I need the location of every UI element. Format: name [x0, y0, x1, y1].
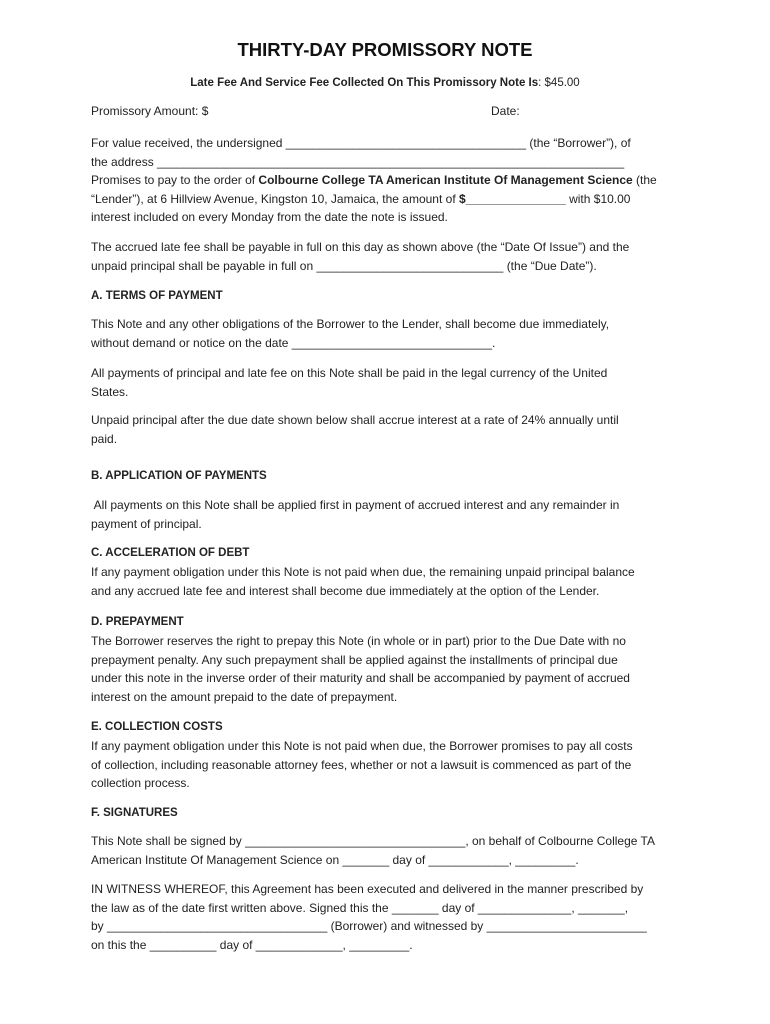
section-d-line: prepayment penalty. Any such prepayment shall be applied against the installments of principal due [91, 652, 618, 667]
section-f-line: American Institute Of Management Science on _______ day of ____________, _________. [91, 852, 579, 867]
section-d-line: under this note in the inverse order of their maturity and shall be accompanied by payment of accrued [91, 671, 630, 685]
intro-paragraph [91, 134, 683, 227]
section-a-line: paid. [91, 431, 118, 446]
intro-line: For value received, the undersigned ____________________________________ (the “Borrower”), of [91, 136, 631, 150]
section-e-line: collection process. [91, 776, 190, 790]
amount-blank: $_______________ [458, 191, 566, 206]
intro-line: “Lender”), at 6 Hillview Avenue, Kingston 10, Jamaica, the amount of $_______________ with $10.00 [91, 191, 631, 206]
promissory-amount-label: Promissory Amount: $ [91, 104, 209, 118]
section-c-paragraph [91, 563, 683, 600]
intro-line: interest included on every Monday from the date the note is issued. [91, 210, 448, 224]
section-a-line: Unpaid principal after the due date shown below shall accrue interest at a rate of 24% annually until [91, 413, 619, 427]
section-e-line: of collection, including reasonable attorney fees, whether or not a lawsuit is commenced as part of the [91, 757, 632, 772]
section-f-line: IN WITNESS WHEREOF, this Agreement has been executed and delivered in the manner prescribed by [91, 882, 644, 896]
section-f-line: by _________________________________ (Borrower) and witnessed by ________________________ [91, 919, 647, 933]
intro-line: Promises to pay to the order of Colbourne College TA American Institute Of Management Science (the [91, 173, 657, 187]
section-c-heading: C. ACCELERATION OF DEBT [91, 547, 250, 559]
section-e-line: If any payment obligation under this Note is not paid when due, the Borrower promises to pay all costs [91, 739, 633, 753]
section-d-line: interest on the amount prepaid to the date of prepayment. [91, 689, 398, 704]
section-a-paragraph-1 [91, 315, 683, 352]
section-d-heading: D. PREPAYMENT [91, 616, 184, 628]
section-b-heading: B. APPLICATION OF PAYMENTS [91, 470, 267, 482]
section-c-line: and any accrued late fee and interest shall become due immediately at the option of the Lender. [91, 583, 600, 598]
section-d-line: The Borrower reserves the right to prepay this Note (in whole or in part) prior to the Due Date with no [91, 634, 626, 648]
document-title: THIRTY-DAY PROMISSORY NOTE [237, 39, 533, 60]
section-f-paragraph-1 [91, 832, 683, 869]
section-f-heading: F. SIGNATURES [91, 807, 178, 819]
date-label: Date: [491, 104, 520, 118]
accrued-line: The accrued late fee shall be payable in full on this day as shown above (the “Date Of Issue”) and the [91, 240, 630, 254]
section-b-line: payment of principal. [91, 516, 202, 531]
fee-line [0, 74, 770, 93]
section-a-line: without demand or notice on the date ______________________________. [91, 335, 496, 350]
lender-name: Colbourne College TA American Institute Of Management Science [258, 173, 633, 187]
intro-line: the address ______________________________________________________________________ [91, 154, 625, 169]
section-d-paragraph [91, 632, 683, 706]
section-f-line: on this the __________ day of _____________, _________. [91, 937, 413, 952]
section-a-paragraph-3 [91, 411, 683, 448]
section-a-line: All payments of principal and late fee on this Note shall be paid in the legal currency of the United [91, 366, 608, 380]
accrued-paragraph [91, 238, 683, 275]
section-c-line: If any payment obligation under this Note is not paid when due, the remaining unpaid principal balance [91, 565, 635, 579]
section-a-line: States. [91, 384, 129, 399]
section-f-line: the law as of the date first written above. Signed this the _______ day of ______________, _______, [91, 900, 629, 915]
accrued-line: unpaid principal shall be payable in full on ____________________________ (the “Due Date”). [91, 258, 597, 273]
section-f-paragraph-2 [91, 880, 683, 954]
section-e-heading: E. COLLECTION COSTS [91, 721, 223, 733]
fee-label: Late Fee And Service Fee Collected On This Promissory Note Is [190, 77, 539, 89]
section-e-paragraph [91, 737, 683, 793]
section-b-paragraph [91, 496, 683, 533]
section-a-heading: A. TERMS OF PAYMENT [91, 290, 223, 302]
section-a-line: This Note and any other obligations of the Borrower to the Lender, shall become due immediately, [91, 317, 610, 331]
section-b-line: All payments on this Note shall be applied first in payment of accrued interest and any remainder in [91, 498, 620, 512]
section-a-paragraph-2 [91, 364, 683, 401]
section-f-line: This Note shall be signed by _________________________________, on behalf of Colbourne College TA [91, 834, 655, 848]
fee-value: : $45.00 [538, 77, 580, 89]
